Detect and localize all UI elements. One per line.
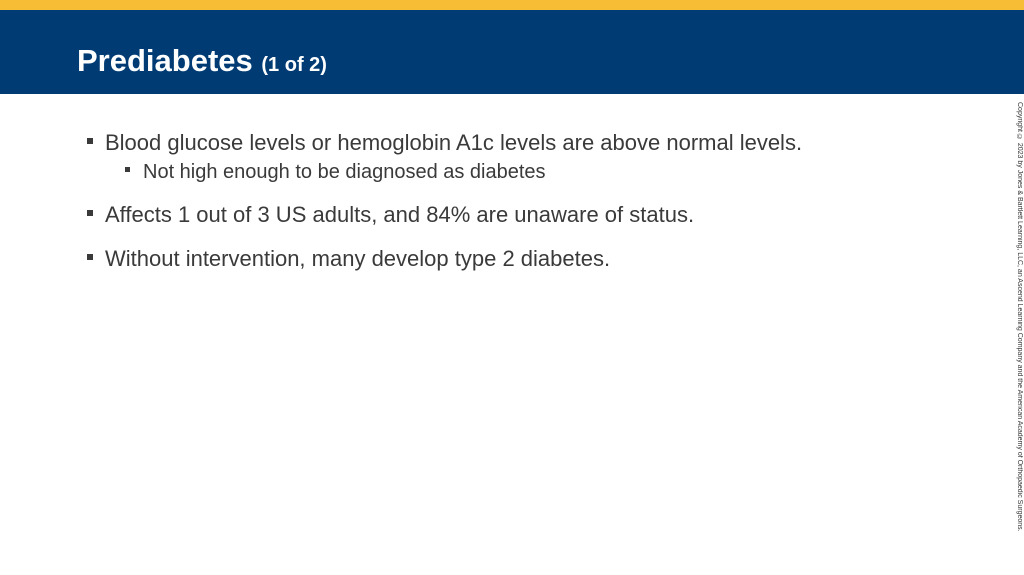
bullet-item xyxy=(87,244,967,274)
slide-title xyxy=(77,43,327,83)
slide-title-suffix: (1 of 2) xyxy=(261,54,327,76)
sub-bullet-text: Not high enough to be diagnosed as diabetes xyxy=(143,161,546,183)
bullet-item xyxy=(87,128,967,186)
bullet-list xyxy=(87,128,967,288)
sub-bullet-item xyxy=(125,158,967,186)
bullet-item xyxy=(87,200,967,230)
bullet-text: Blood glucose levels or hemoglobin A1c levels are above normal levels. xyxy=(105,130,803,155)
title-bar xyxy=(0,10,1024,94)
bullet-text: Without intervention, many develop type 2 diabetes. xyxy=(105,246,611,271)
sub-bullet-list xyxy=(105,158,967,186)
bullet-text: Affects 1 out of 3 US adults, and 84% are unaware of status. xyxy=(105,202,695,227)
copyright-notice: Copyright © 2023 by Jones & Bartlett Learning, LLC, an Ascend Learning Company and the American Academy of Orthopaedic Surgeons. xyxy=(1016,102,1023,532)
slide-title-text: Prediabetes xyxy=(77,43,253,78)
accent-bar xyxy=(0,0,1024,10)
